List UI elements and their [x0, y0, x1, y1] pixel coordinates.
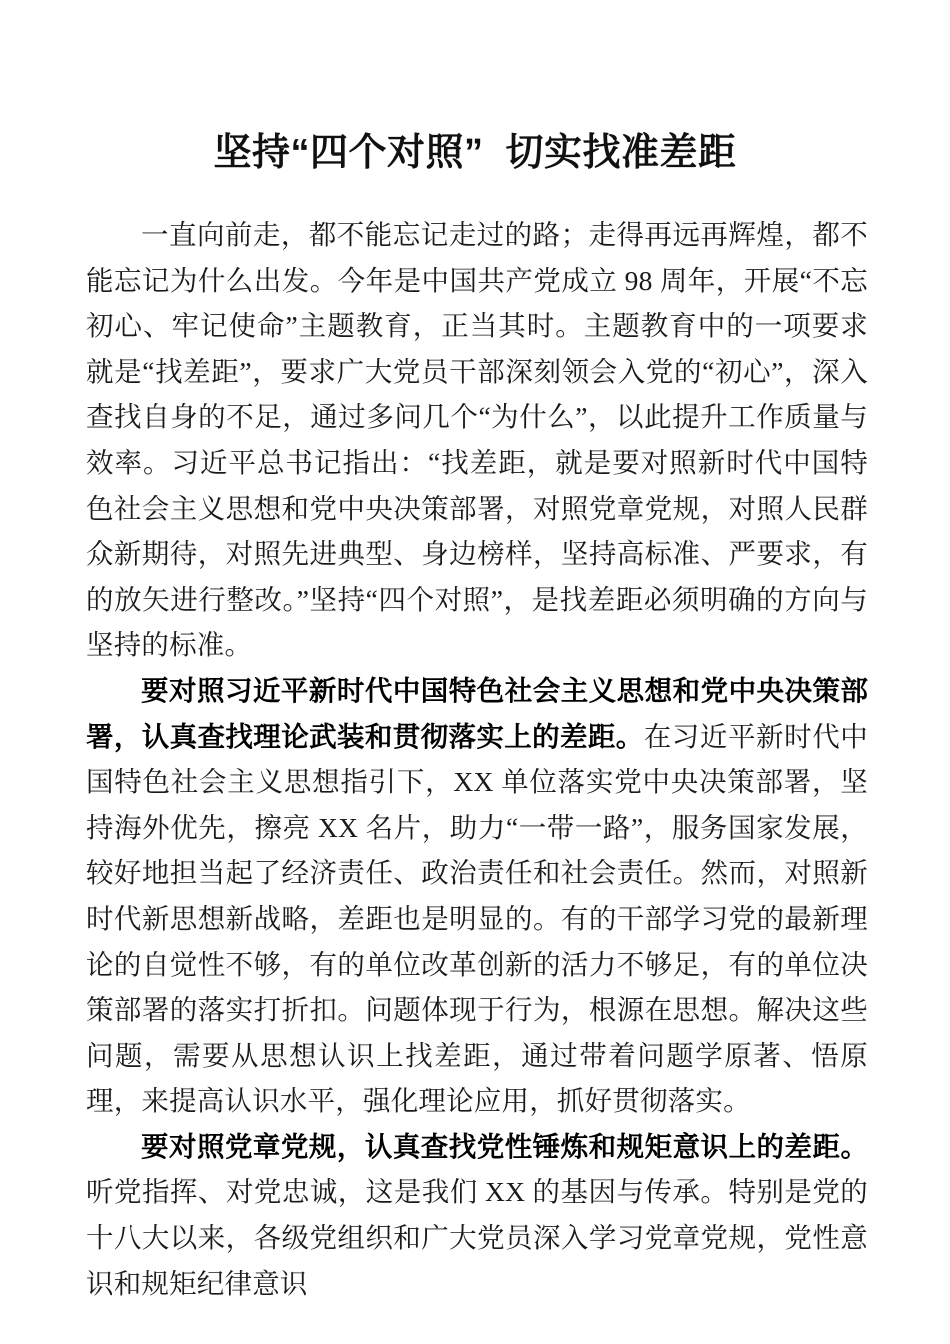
page-title: 坚持“四个对照” 切实找准差距	[213, 132, 737, 174]
document-body	[86, 212, 868, 1306]
paragraph-text: 在习近平新时代中国特色社会主义思想指引下，XX 单位落实党中央决策部署，坚持海外优先，擦亮 XX 名片，助力“一带一路”，服务国家发展，较好地担当起了经济责任、政治责任和社会责任。然而，对照新时代新思想新战略，差距也是明显的。有的干部学习党的最新理论的自觉性不够，有的单位改革创新的活力不够足，有的单位决策部署的落实打折扣。问题体现于行为，根源在思想。解决这些问题，需要从思想认识上找差距，通过带着问题学原著、悟原理，来提高认识水平，强化理论应用，抓好贯彻落实。	[86, 720, 868, 1117]
paragraph-lead-in: 要对照党章党规，认真查找党性锤炼和规矩意识上的差距。	[141, 1130, 868, 1162]
paragraph-text: 一直向前走，都不能忘记走过的路；走得再远再辉煌，都不能忘记为什么出发。今年是中国共产党成立 98 周年，开展“不忘初心、牢记使命”主题教育，正当其时。主题教育中的一项要求就是“找差距”，要求广大党员干部深刻领会入党的“初心”，深入查找自身的不足，通过多问几个“为什么”，以此提升工作质量与效率。习近平总书记指出：“找差距，就是要对照新时代中国特色社会主义思想和党中央决策部署，对照党章党规，对照人民群众新期待，对照先进典型、身边榜样，坚持高标准、严要求，有的放矢进行整改。”坚持“四个对照”，是找差距必须明确的方向与坚持的标准。	[86, 219, 868, 661]
paragraph-section-2	[86, 1124, 868, 1306]
paragraph-lead-in: 要对照习近平新时代中国特色社会主义思想和党中央决策部署，认真查找理论武装和贯彻落实上的差距。	[86, 674, 868, 752]
paragraph-intro	[86, 212, 868, 668]
paragraph-text: 听党指挥、对党忠诚，这是我们 XX 的基因与传承。特别是党的十八大以来，各级党组织和广大党员深入学习党章党规，党性意识和规矩纪律意识	[86, 1176, 868, 1299]
paragraph-section-1	[86, 668, 868, 1124]
